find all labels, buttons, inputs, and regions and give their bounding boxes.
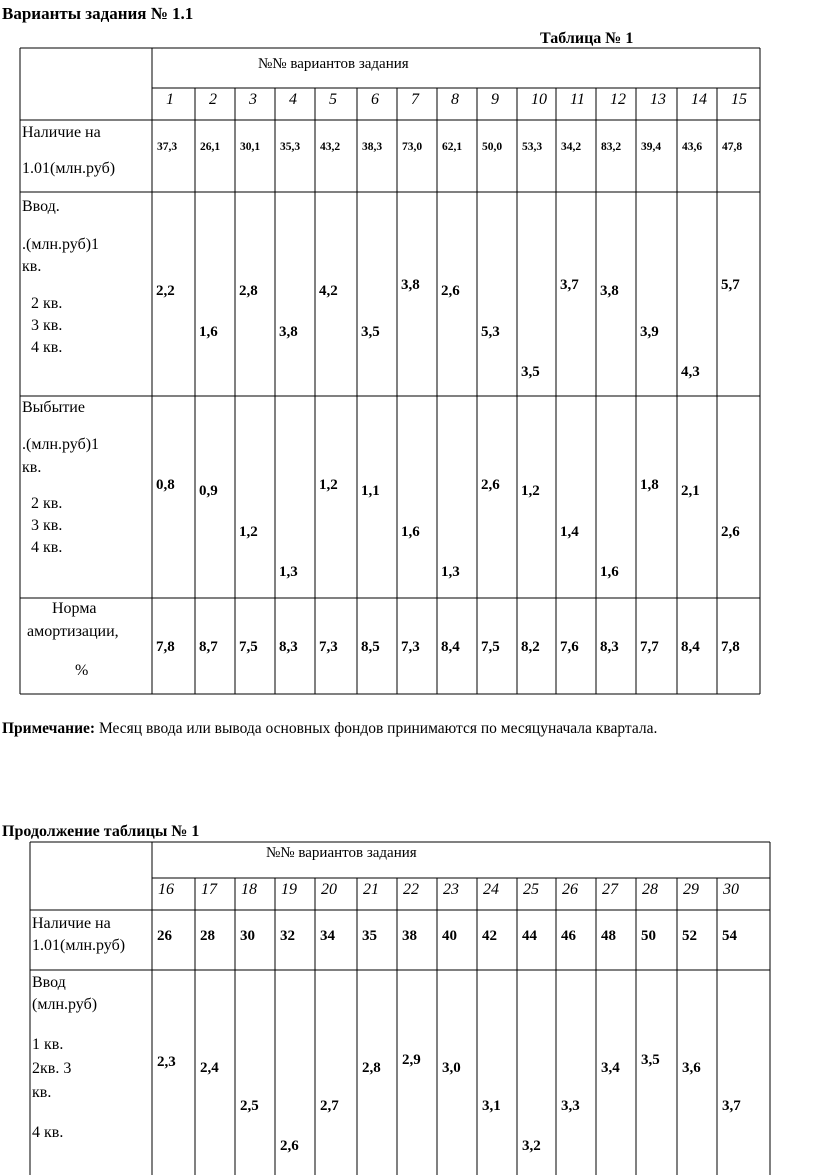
t2-nalichie-label-1: Наличие на xyxy=(32,915,111,932)
nalichie-value: 52 xyxy=(682,928,697,944)
norma-value: 8,5 xyxy=(361,639,380,655)
nalichie-value: 46 xyxy=(561,928,576,944)
vybytie-value: 1,6 xyxy=(401,524,420,540)
nalichie-value: 47,8 xyxy=(722,141,743,153)
t1-norma-label-3: % xyxy=(75,662,89,679)
t2-vvod-label-3: 1 кв. xyxy=(32,1036,64,1053)
vvod-value: 3,7 xyxy=(560,277,579,293)
nalichie-value: 42 xyxy=(482,928,497,944)
variant-number: 26 xyxy=(562,881,578,898)
nalichie-value: 40 xyxy=(442,928,457,944)
variant-number: 15 xyxy=(731,91,747,108)
variant-number: 10 xyxy=(531,91,547,108)
vvod-value: 2,4 xyxy=(200,1060,219,1076)
t1-vvod-label-1: Ввод. xyxy=(22,198,60,215)
norma-value: 8,3 xyxy=(600,639,619,655)
nalichie-value: 44 xyxy=(522,928,537,944)
norma-value: 8,4 xyxy=(681,639,700,655)
nalichie-value: 38,3 xyxy=(362,141,383,153)
vvod-value: 2,2 xyxy=(156,283,175,299)
page-title: Варианты задания № 1.1 xyxy=(2,4,194,23)
nalichie-value: 30 xyxy=(240,928,255,944)
nalichie-value: 26 xyxy=(157,928,172,944)
nalichie-value: 35,3 xyxy=(280,141,301,153)
norma-value: 7,5 xyxy=(481,639,500,655)
norma-value: 8,4 xyxy=(441,639,460,655)
t1-vybytie-label-2: .(млн.руб)1 xyxy=(22,436,100,453)
norma-value: 8,3 xyxy=(279,639,298,655)
variant-number: 2 xyxy=(209,91,217,108)
nalichie-value: 50,0 xyxy=(482,141,503,153)
vybytie-value: 1,4 xyxy=(560,524,579,540)
t1-vybytie-label-5: 3 кв. xyxy=(31,517,63,534)
nalichie-value: 28 xyxy=(200,928,215,944)
nalichie-value: 43,6 xyxy=(682,141,703,153)
vvod-value: 3,3 xyxy=(561,1098,580,1114)
vvod-value: 3,8 xyxy=(401,277,420,293)
variant-number: 30 xyxy=(723,881,739,898)
vvod-value: 3,7 xyxy=(722,1098,741,1114)
nalichie-value: 32 xyxy=(280,928,295,944)
variant-number: 7 xyxy=(411,91,419,108)
norma-value: 7,3 xyxy=(401,639,420,655)
t1-vybytie-label-3: кв. xyxy=(22,459,42,476)
vvod-value: 2,8 xyxy=(239,283,258,299)
t1-nalichie-label-1: Наличие на xyxy=(22,124,101,141)
norma-value: 8,2 xyxy=(521,639,540,655)
vybytie-value: 1,2 xyxy=(239,524,258,540)
vybytie-value: 1,6 xyxy=(600,564,619,580)
t1-vvod-label-4: 2 кв. xyxy=(31,295,63,312)
variant-number: 23 xyxy=(443,881,459,898)
variant-number: 24 xyxy=(483,881,499,898)
nalichie-value: 50 xyxy=(641,928,656,944)
t2-vvod-label-1: Ввод xyxy=(32,974,66,991)
vvod-value: 3,1 xyxy=(482,1098,501,1114)
vvod-value: 2,5 xyxy=(240,1098,259,1114)
vvod-value: 4,2 xyxy=(319,283,338,299)
vvod-value: 5,3 xyxy=(481,324,500,340)
table2-caption: Продолжение таблицы № 1 xyxy=(2,823,200,840)
t1-nalichie-label-2: 1.01(млн.руб) xyxy=(22,160,116,177)
variant-number: 5 xyxy=(329,91,337,108)
t1-vybytie-label-4: 2 кв. xyxy=(31,495,63,512)
variant-number: 3 xyxy=(249,91,257,108)
table2-header: №№ вариантов задания xyxy=(266,845,417,861)
note-text: Месяц ввода или вывода основных фондов принимаются по месяцуначала квартала. xyxy=(95,720,658,737)
variant-number: 14 xyxy=(691,91,707,108)
nalichie-value: 35 xyxy=(362,928,377,944)
variant-number: 6 xyxy=(371,91,379,108)
nalichie-value: 30,1 xyxy=(240,141,261,153)
nalichie-value: 83,2 xyxy=(601,141,622,153)
t2-vvod-label-6: 4 кв. xyxy=(32,1124,64,1141)
t2-nalichie-label-2: 1.01(млн.руб) xyxy=(32,937,126,954)
nalichie-value: 38 xyxy=(402,928,417,944)
variant-number: 28 xyxy=(642,881,658,898)
nalichie-value: 53,3 xyxy=(522,141,543,153)
vvod-value: 3,8 xyxy=(279,324,298,340)
vvod-value: 3,5 xyxy=(641,1052,660,1068)
variant-number: 12 xyxy=(610,91,626,108)
vvod-value: 2,9 xyxy=(402,1052,421,1068)
nalichie-value: 26,1 xyxy=(200,141,221,153)
t1-vybytie-label-1: Выбытие xyxy=(22,399,85,416)
nalichie-value: 34 xyxy=(320,928,335,944)
vvod-value: 3,8 xyxy=(600,283,619,299)
vvod-value: 3,6 xyxy=(682,1060,701,1076)
table1-header: №№ вариантов задания xyxy=(258,56,409,72)
t1-vvod-label-3: кв. xyxy=(22,258,42,275)
nalichie-value: 34,2 xyxy=(561,141,582,153)
t1-vvod-label-5: 3 кв. xyxy=(31,317,63,334)
table1-caption: Таблица № 1 xyxy=(540,30,634,47)
vvod-value: 2,6 xyxy=(280,1138,299,1154)
norma-value: 7,7 xyxy=(640,639,659,655)
vybytie-value: 2,6 xyxy=(481,477,500,493)
vybytie-value: 1,3 xyxy=(279,564,298,580)
vybytie-value: 1,3 xyxy=(441,564,460,580)
vvod-value: 3,9 xyxy=(640,324,659,340)
variant-number: 25 xyxy=(523,881,539,898)
nalichie-value: 39,4 xyxy=(641,141,662,153)
norma-value: 8,7 xyxy=(199,639,218,655)
variant-number: 1 xyxy=(166,91,174,108)
variant-number: 16 xyxy=(158,881,174,898)
nalichie-value: 73,0 xyxy=(402,141,423,153)
t1-vvod-label-6: 4 кв. xyxy=(31,339,63,356)
vybytie-value: 1,2 xyxy=(319,477,338,493)
vvod-value: 3,0 xyxy=(442,1060,461,1076)
norma-value: 7,6 xyxy=(560,639,579,655)
nalichie-value: 54 xyxy=(722,928,737,944)
vvod-value: 3,5 xyxy=(521,364,540,380)
vybytie-value: 0,9 xyxy=(199,483,218,499)
t1-norma-label-1: Норма xyxy=(52,600,97,617)
vvod-value: 2,6 xyxy=(441,283,460,299)
norma-value: 7,8 xyxy=(721,639,740,655)
vvod-value: 2,7 xyxy=(320,1098,339,1114)
variant-number: 22 xyxy=(403,881,419,898)
vvod-value: 2,3 xyxy=(157,1054,176,1070)
t2-vvod-label-2: (млн.руб) xyxy=(32,996,98,1013)
variant-number: 9 xyxy=(491,91,499,108)
vybytie-value: 1,1 xyxy=(361,483,380,499)
variant-number: 8 xyxy=(451,91,459,108)
nalichie-value: 37,3 xyxy=(157,141,178,153)
variant-number: 29 xyxy=(683,881,699,898)
vybytie-value: 1,2 xyxy=(521,483,540,499)
vvod-value: 3,4 xyxy=(601,1060,620,1076)
variant-number: 19 xyxy=(281,881,297,898)
variant-number: 27 xyxy=(602,881,618,898)
t1-norma-label-2: амортизации, xyxy=(27,623,119,640)
t1-vvod-label-2: .(млн.руб)1 xyxy=(22,236,100,253)
vvod-value: 4,3 xyxy=(681,364,700,380)
variant-number: 21 xyxy=(363,881,379,898)
vybytie-value: 0,8 xyxy=(156,477,175,493)
vvod-value: 2,8 xyxy=(362,1060,381,1076)
vvod-value: 3,5 xyxy=(361,324,380,340)
note-paragraph xyxy=(2,718,762,739)
vvod-value: 3,2 xyxy=(522,1138,541,1154)
vybytie-value: 1,8 xyxy=(640,477,659,493)
vvod-value: 5,7 xyxy=(721,277,740,293)
t2-vvod-label-5: кв. xyxy=(32,1084,52,1101)
norma-value: 7,8 xyxy=(156,639,175,655)
t2-vvod-label-4: 2кв. 3 xyxy=(32,1060,72,1077)
norma-value: 7,5 xyxy=(239,639,258,655)
vvod-value: 1,6 xyxy=(199,324,218,340)
vybytie-value: 2,1 xyxy=(681,483,700,499)
t1-vybytie-label-6: 4 кв. xyxy=(31,539,63,556)
variant-number: 13 xyxy=(650,91,666,108)
variant-number: 4 xyxy=(289,91,297,108)
variant-number: 11 xyxy=(570,91,585,108)
vybytie-value: 2,6 xyxy=(721,524,740,540)
nalichie-value: 43,2 xyxy=(320,141,341,153)
variant-number: 17 xyxy=(201,881,217,898)
note-bold: Примечание: xyxy=(2,720,96,737)
nalichie-value: 62,1 xyxy=(442,141,463,153)
variant-number: 20 xyxy=(321,881,337,898)
variant-number: 18 xyxy=(241,881,257,898)
nalichie-value: 48 xyxy=(601,928,616,944)
norma-value: 7,3 xyxy=(319,639,338,655)
